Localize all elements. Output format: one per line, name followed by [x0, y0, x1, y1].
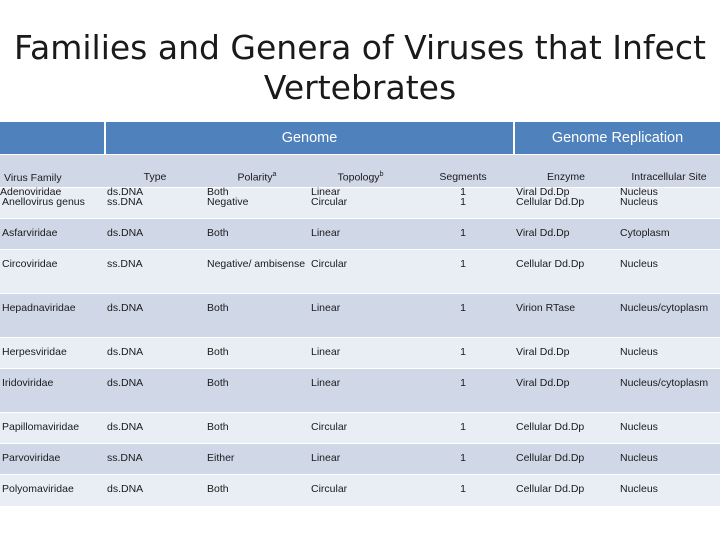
- topology-superscript: b: [379, 171, 384, 178]
- header-label-segments: Segments: [439, 171, 487, 183]
- first-row-enzyme: Viral Dd.Dp: [516, 186, 570, 198]
- cell-enzyme: Cellular Dd.Dp: [514, 444, 618, 475]
- cell-family: Asfarviridae: [0, 219, 105, 250]
- cell-family: Hepadnaviridae: [0, 294, 105, 338]
- header-cell-type: [105, 155, 205, 198]
- cell-site: Nucleus/cytoplasm: [618, 294, 720, 338]
- cell-segments: 1: [412, 294, 514, 338]
- cell-polarity: Both: [205, 369, 309, 413]
- cell-enzyme: Cellular Dd.Dp: [514, 188, 618, 219]
- header-label-polarity-wrap: [205, 171, 309, 184]
- first-row-type: ds.DNA: [107, 186, 144, 198]
- header-cell-polarity: [205, 155, 309, 198]
- cell-site: Nucleus/cytoplasm: [618, 369, 720, 413]
- cell-polarity: Either: [205, 444, 309, 475]
- cell-segments: 1: [412, 338, 514, 369]
- header-label-type: Type: [143, 171, 167, 183]
- cell-type: ds.DNA: [105, 475, 205, 506]
- table-row: [0, 338, 720, 369]
- cell-type: ss.DNA: [105, 250, 205, 294]
- header-label-topology: Topology: [337, 171, 380, 184]
- first-row-family: Adenoviridae: [0, 186, 62, 198]
- cell-topology: Linear: [309, 219, 412, 250]
- cell-segments: 1: [412, 369, 514, 413]
- cell-site: Nucleus: [618, 188, 720, 219]
- cell-type: ss.DNA: [105, 188, 205, 219]
- group-header-genome: Genome: [105, 122, 514, 155]
- cell-enzyme: Virion RTase: [514, 294, 618, 338]
- group-header-row: [0, 122, 720, 155]
- cell-family: Polyomaviridae: [0, 475, 105, 506]
- table-row: [0, 250, 720, 294]
- cell-segments: 1: [412, 444, 514, 475]
- table-row: [0, 444, 720, 475]
- cell-family: Parvoviridae: [0, 444, 105, 475]
- cell-enzyme: Viral Dd.Dp: [514, 369, 618, 413]
- first-row-polarity: Both: [207, 186, 229, 198]
- cell-family: Papillomaviridae: [0, 413, 105, 444]
- cell-segments: 1: [412, 219, 514, 250]
- cell-polarity: Both: [205, 475, 309, 506]
- cell-segments: 1: [412, 250, 514, 294]
- cell-family: Circoviridae: [0, 250, 105, 294]
- first-row-topology: Linear: [311, 186, 341, 198]
- cell-polarity: Negative/ ambisense: [205, 250, 309, 294]
- cell-family: Herpesviridae: [0, 338, 105, 369]
- table-row: [0, 219, 720, 250]
- header-cell-site: [618, 155, 720, 198]
- cell-segments: 1: [412, 413, 514, 444]
- cell-site: Nucleus: [618, 338, 720, 369]
- page-title: Families and Genera of Viruses that Infect Vertebrates: [14, 28, 706, 107]
- polarity-superscript: a: [272, 171, 277, 178]
- cell-polarity: Both: [205, 294, 309, 338]
- cell-site: Nucleus: [618, 475, 720, 506]
- group-header-blank: [0, 122, 105, 155]
- table-row: [0, 294, 720, 338]
- cell-type: ds.DNA: [105, 338, 205, 369]
- cell-topology: Linear: [309, 294, 412, 338]
- cell-enzyme: Cellular Dd.Dp: [514, 250, 618, 294]
- header-cell-enzyme: [514, 155, 618, 198]
- cell-site: Nucleus: [618, 250, 720, 294]
- header-label-enzyme: Enzyme: [547, 171, 585, 183]
- cell-topology: Circular: [309, 188, 412, 219]
- cell-polarity: Both: [205, 219, 309, 250]
- cell-polarity: Negative: [205, 188, 309, 219]
- cell-enzyme: Cellular Dd.Dp: [514, 475, 618, 506]
- header-label-site: Intracellular Site: [631, 171, 707, 183]
- cell-topology: Linear: [309, 369, 412, 413]
- column-header-row: [0, 155, 720, 188]
- cell-type: ds.DNA: [105, 369, 205, 413]
- header-cell-virus-family: [0, 155, 105, 198]
- table-row: [0, 369, 720, 413]
- cell-topology: Circular: [309, 475, 412, 506]
- cell-topology: Circular: [309, 413, 412, 444]
- table-row: [0, 475, 720, 506]
- cell-type: ss.DNA: [105, 444, 205, 475]
- cell-type: ds.DNA: [105, 294, 205, 338]
- cell-site: Cytoplasm: [618, 219, 720, 250]
- cell-type: ds.DNA: [105, 219, 205, 250]
- header-cell-topology: [309, 155, 412, 198]
- cell-family: Anellovirus genus: [0, 188, 105, 219]
- cell-enzyme: Cellular Dd.Dp: [514, 413, 618, 444]
- header-label-polarity: Polarity: [237, 171, 273, 184]
- cell-topology: Linear: [309, 444, 412, 475]
- cell-enzyme: Viral Dd.Dp: [514, 338, 618, 369]
- cell-family: Iridoviridae: [0, 369, 105, 413]
- first-row-site: Nucleus: [620, 186, 658, 198]
- header-cell-segments: [412, 155, 514, 198]
- cell-topology: Linear: [309, 338, 412, 369]
- cell-polarity: Both: [205, 338, 309, 369]
- table-row: [0, 413, 720, 444]
- cell-segments: 1: [412, 188, 514, 219]
- group-header-replication: Genome Replication: [514, 122, 720, 155]
- cell-site: Nucleus: [618, 444, 720, 475]
- cell-type: ds.DNA: [105, 413, 205, 444]
- virus-table: [0, 122, 720, 506]
- cell-enzyme: Viral Dd.Dp: [514, 219, 618, 250]
- cell-site: Nucleus: [618, 413, 720, 444]
- first-row-segments: 1: [460, 186, 466, 198]
- cell-polarity: Both: [205, 413, 309, 444]
- header-label-topology-wrap: [309, 171, 412, 184]
- header-label-virus-family: Virus Family: [4, 172, 62, 184]
- cell-segments: 1: [412, 475, 514, 506]
- cell-topology: Circular: [309, 250, 412, 294]
